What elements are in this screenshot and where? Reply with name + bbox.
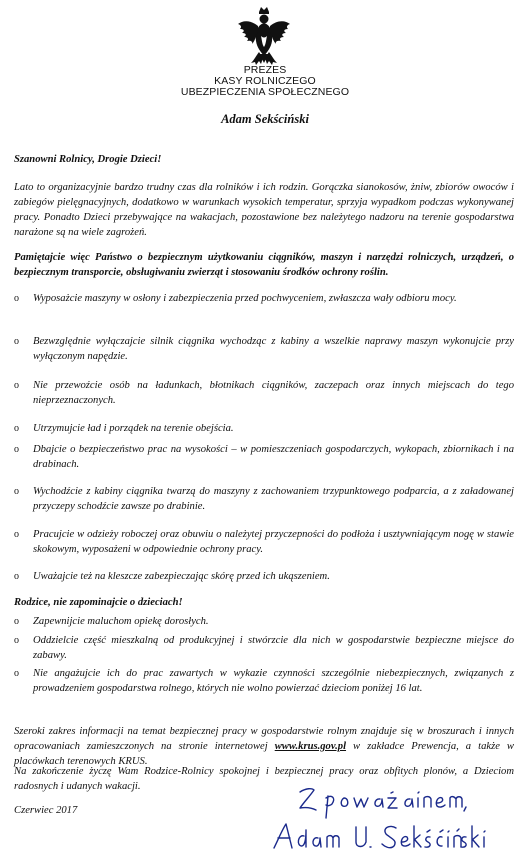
letter-page: PREZES KASY ROLNICZEGO UBEZPIECZENIA SPOŁECZNEGO Adam Sekściński Szanowni Rolnicy, Drogie Dzieci! Lato to organizacyjnie bardzo trudny czas dla rolników i ich rodzin. Gorączka sianokosów, żniw, zbiorów owoców i zabiegów pielęgnacyjnych, dodatkowo w warunkach wysokich temperatur, sprzyja wypadkom podczas wykonywanej pracy. Ponadto Dzieci przebywające na wakacjach, pozostawione bez należytego nadzoru na terenie gospodarstwa narażone są na wiele zagrożeń. Pamiętajcie więc Państwo o bezpiecznym użytkowaniu ciągników, maszyn i narzędzi rolniczych, urządzeń, o bezpiecznym transporcie, obsługiwaniu zwierząt i stosowaniu środków ochrony roślin. o Wyposażcie maszyny w osłony i zabezpieczenia przed pochwyceniem, zwłaszcza wały odbioru mocy. o Bezwzględnie wyłączajcie silnik ciągnika wychodząc z kabiny a wszelkie naprawy maszyn wykonujcie przy wyłączonym napędzie. o Nie przewoźcie osób na ładunkach, błotnikach ciągników, zaczepach oraz innych miejscach do tego nieprzeznaczonych. o Utrzymujcie ład i porządek na terenie obejścia. o Dbajcie o bezpieczeństwo prac na wysokości – w pomieszczeniach gospodarczych, wykopach, zbiornikach i na drabinach. o Wychodźcie z kabiny ciągnika twarzą do maszyny z zachowaniem trzypunktowego podparcia, a z załadowanej przyczepy schodźcie zawsze po drabinie. o Pracujcie w odzieży roboczej oraz obuwiu o należytej przyczepności do podłoża i usztywniającym nogę w stawie skokowym, wyposażeni w odpowiednie ochrony pracy. o Uważajcie też na kleszcze zabezpieczając skórę przed ich ukąszeniem. Rodzice, nie zapominajcie o dzieciach! o Zapewnijcie maluchom opiekę dorosłych. o Oddzielcie część mieszkalną od produkcyjnej i stwórzcie dla nich w gospodarstwie bezpieczne miejsce do zabawy. o Nie angażujcie ich do prac zawartych w wykazie czynności szczególnie niebezpiecznych, związanych z prowadzeniem gospodarstwa rolnego, których nie wolno powierzać dzieciom poniżej 16 lat. Szeroki zakres informacji na temat bezpiecznej pracy w gospodarstwie rolnym znajduje się w broszurach i innych opracowaniach zamieszczonych na stronie internetowej www.krus.gov.pl w zakładce Prewencja, a także w placówkach terenowych KRUS. Na zakończenie życzę Wam Rodzice-Rolnicy spokojnej i bezpiecznej pracy oraz obfitych plonów, a Dzieciom radosnych i udanych wakacji. Czerwiec 2017: [0, 0, 530, 865]
bullet-icon: o: [14, 336, 19, 347]
header-title-line1: PREZES: [243, 64, 287, 76]
letter-date: Czerwiec 2017: [14, 805, 78, 816]
header-title-line3: UBEZPIECZENIA SPOŁECZNEGO: [180, 86, 350, 98]
greeting: Szanowni Rolnicy, Drogie Dzieci!: [14, 154, 162, 165]
bullet-icon: o: [14, 529, 19, 540]
bullet-icon: o: [14, 635, 19, 646]
intro-paragraph: Lato to organizacyjnie bardzo trudny czas dla rolników i ich rodzin. Gorączka sianokosów, żniw, zbiorów owoców i zabiegów pielęgnacyjnych, dodatkowo w warunkach wysokich temperatur, sprzyja wypadkom podczas wykonywanej pracy. Ponadto Dzieci przebywające na wakacjach, pozostawione bez należytego nadzoru na terenie gospodarstwa narażone są na wiele zagrożeń.: [14, 182, 514, 238]
bullet-icon: o: [14, 444, 19, 455]
bullet-icon: o: [14, 668, 19, 679]
header-title-line2: KASY ROLNICZEGO: [214, 75, 316, 87]
safety-appeal: Pamiętajcie więc Państwo o bezpiecznym użytkowaniu ciągników, maszyn i narzędzi rolniczych, urządzeń, o bezpiecznym transporcie, obsługiwaniu zwierząt i stosowaniu środków ochrony roślin.: [14, 252, 514, 278]
eagle-emblem-icon: [237, 6, 291, 66]
bullet-icon: o: [14, 571, 19, 582]
bullet-icon: o: [14, 616, 19, 627]
handwritten-signature: [260, 780, 520, 860]
info-paragraph: Szeroki zakres informacji na temat bezpiecznej pracy w gospodarstwie rolnym znajduje się w broszurach i innych opracowaniach zamieszczonych na stronie internetowej www.krus.gov.pl w zakładce Prewencja, a także w placówkach terenowych KRUS.: [14, 726, 514, 767]
bullet-icon: o: [14, 380, 19, 391]
bullet-icon: o: [14, 423, 19, 434]
bullet-icon: o: [14, 486, 19, 497]
krus-website-link[interactable]: www.krus.gov.pl: [274, 741, 347, 752]
closing-paragraph: Na zakończenie życzę Wam Rodzice-Rolnicy spokojnej i bezpiecznej pracy oraz obfitych plonów, a Dzieciom radosnych i udanych wakacji.: [14, 766, 514, 792]
bullet-icon: o: [14, 293, 19, 304]
president-name: Adam Sekściński: [221, 112, 309, 126]
parents-heading: Rodzice, nie zapominajcie o dzieciach!: [14, 597, 183, 608]
